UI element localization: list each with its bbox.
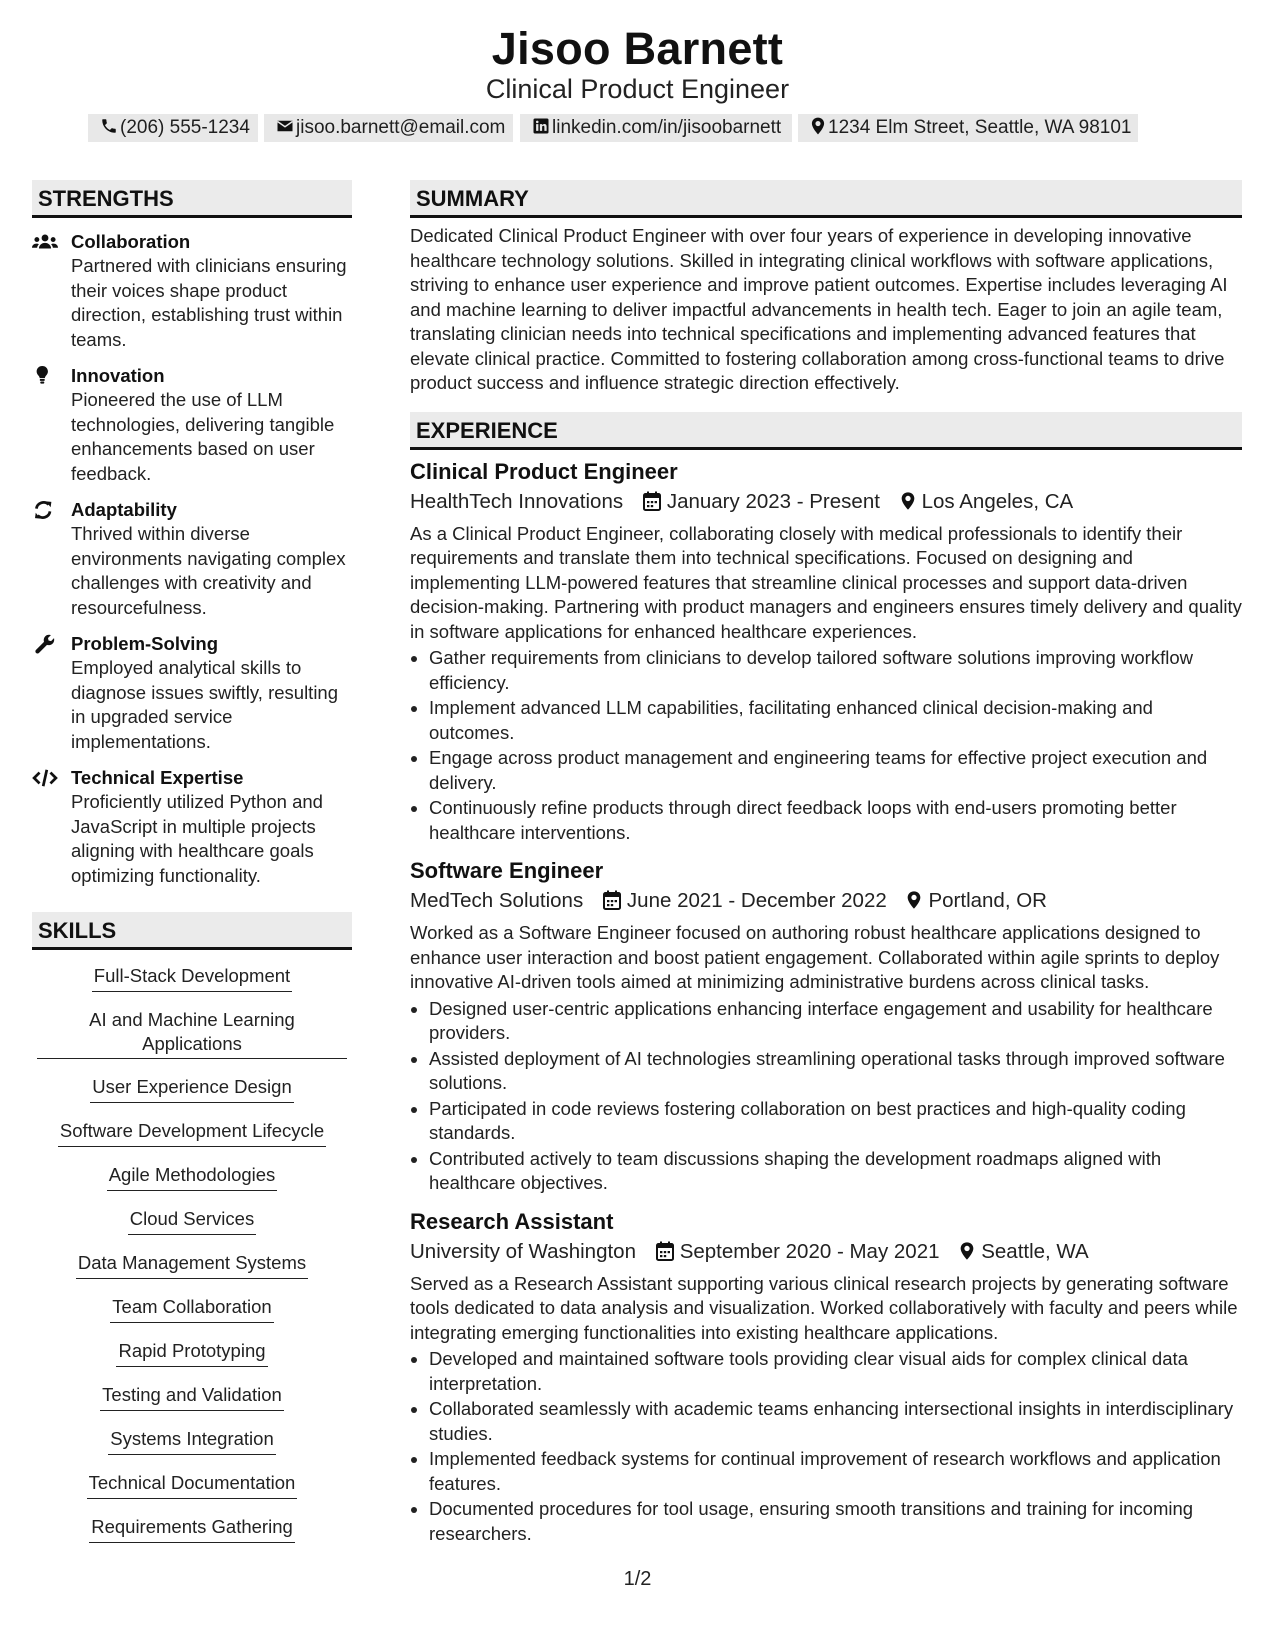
strength-title: Technical Expertise: [71, 767, 244, 788]
contact-email[interactable]: [264, 114, 513, 142]
calendar-icon: [603, 890, 621, 910]
contact-email-text: jisoo.barnett@email.com: [296, 117, 506, 138]
job-bullet: • Engage across product management and engineering teams for effective project execution and delivery.: [429, 746, 1242, 795]
phone-icon: [100, 117, 118, 135]
job-meta: [410, 887, 1242, 915]
job-entry: [410, 1208, 1242, 1547]
contact-phone-text: (206) 555-1234: [120, 117, 250, 138]
job-dates: September 2020 - May 2021: [679, 1239, 940, 1263]
contact-phone: [88, 114, 258, 142]
strength-desc: Pioneered the use of LLM technologies, delivering tangible enhancements based on user feedback.: [71, 389, 335, 484]
skill-item: User Experience Design: [90, 1075, 293, 1103]
skill-item: Agile Methodologies: [107, 1163, 278, 1191]
candidate-title: Clinical Product Engineer: [485, 74, 790, 104]
strength-title: Problem-Solving: [71, 633, 218, 654]
strength-item: [32, 230, 352, 352]
skill-item: Software Development Lifecycle: [58, 1119, 326, 1147]
strength-desc: Partnered with clinicians ensuring their voices shape product direction, establishing trust within teams.: [71, 255, 347, 350]
page-number: 1/2: [623, 1568, 652, 1590]
job-bullet: • Gather requirements from clinicians to develop tailored software solutions improving workflow efficiency.: [429, 646, 1242, 695]
envelope-icon: [276, 117, 294, 135]
candidate-name: Jisoo Barnett: [491, 23, 784, 74]
job-company: HealthTech Innovations: [410, 489, 624, 513]
strength-item: [32, 632, 352, 754]
skill-item: Data Management Systems: [76, 1251, 308, 1279]
strengths-heading: STRENGTHS: [32, 180, 352, 218]
strength-desc: Thrived within diverse environments navigating complex challenges with creativity and resourcefulness.: [71, 523, 346, 618]
job-description: As a Clinical Product Engineer, collaborating closely with medical professionals to identify their requirements and translate them into technical specifications. Focused on designing and implementing LLM-powered features that streamline clinical processes and support data-driven decision-making. Partnering with product managers and engineers ensures timely delivery and quality in software applications for enhanced healthcare experiences.: [410, 522, 1242, 642]
skill-item: Cloud Services: [128, 1207, 256, 1235]
job-bullet: • Collaborated seamlessly with academic teams enhancing intersectional insights in interdisciplinary studies.: [429, 1397, 1242, 1446]
skill-item: Requirements Gathering: [89, 1515, 295, 1543]
strength-title: Innovation: [71, 365, 165, 386]
job-bullet: • Contributed actively to team discussions shaping the development roadmaps aligned with healthcare objectives.: [429, 1147, 1242, 1196]
sync-icon: [32, 500, 58, 520]
job-bullet: • Implement advanced LLM capabilities, facilitating enhanced clinical decision-making and outcomes.: [429, 696, 1242, 745]
contact-address-text: 1234 Elm Street, Seattle, WA 98101: [828, 117, 1132, 138]
job-bullet: • Designed user-centric applications enhancing interface engagement and usability for healthcare providers.: [429, 997, 1242, 1046]
map-pin-icon: [900, 491, 916, 511]
experience-heading: EXPERIENCE: [410, 412, 1242, 450]
skill-item: Testing and Validation: [100, 1383, 284, 1411]
skill-item: Full-Stack Development: [92, 964, 292, 992]
map-pin-icon: [810, 117, 826, 135]
job-description: Worked as a Software Engineer focused on authoring robust healthcare applications designed to enhance user interaction and boost patient engagement. Collaborated within agile sprints to deploy innovative AI-driven tools aimed at minimizing administrative burdens across clinical tasks.: [410, 922, 1220, 992]
job-bullet: • Assisted deployment of AI technologies streamlining operational tasks through improved software solutions.: [429, 1047, 1242, 1096]
strength-item: [32, 766, 352, 888]
job-company: MedTech Solutions: [410, 889, 584, 912]
job-bullets: [410, 646, 1242, 845]
contact-linkedin[interactable]: [520, 114, 792, 142]
job-bullets: [410, 997, 1242, 1196]
job-bullet: • Participated in code reviews fostering collaboration on best practices and high-quality coding standards.: [429, 1097, 1242, 1146]
resume-header: [0, 22, 1275, 106]
strength-desc: Employed analytical skills to diagnose issues swiftly, resulting in upgraded service implementations.: [71, 657, 339, 752]
strength-desc: Proficiently utilized Python and JavaScript in multiple projects aligning with healthcare goals optimizing functionality.: [71, 791, 323, 886]
skill-item: AI and Machine Learning Applications: [37, 1008, 347, 1059]
strength-item: [32, 498, 352, 620]
linkedin-icon: [532, 117, 550, 135]
skills-list: [32, 964, 352, 1559]
strength-title: Adaptability: [71, 499, 177, 520]
map-pin-icon: [959, 1241, 975, 1261]
job-meta: [410, 1238, 1242, 1266]
job-bullet: • Developed and maintained software tools providing clear visual aids for complex clinical data interpretation.: [429, 1347, 1242, 1396]
job-bullet: • Documented procedures for tool usage, ensuring smooth transitions and training for incoming researchers.: [429, 1497, 1242, 1546]
right-column: [410, 180, 1242, 1547]
job-bullets: [410, 1347, 1242, 1546]
code-icon: [32, 768, 58, 788]
job-title: Clinical Product Engineer: [410, 458, 678, 484]
job-entry: [410, 857, 1242, 1196]
job-location: Portland, OR: [928, 889, 1047, 912]
job-title: Software Engineer: [410, 858, 604, 883]
skill-item: Team Collaboration: [110, 1295, 273, 1323]
lightbulb-icon: [32, 366, 58, 386]
job-bullet: • Implemented feedback systems for continual improvement of research workflows and application features.: [429, 1447, 1242, 1496]
wrench-icon: [32, 634, 58, 654]
contact-linkedin-text: linkedin.com/in/jisoobarnett: [552, 117, 782, 138]
skill-item: Rapid Prototyping: [116, 1339, 267, 1367]
job-location: Seattle, WA: [981, 1239, 1089, 1263]
skill-item: Technical Documentation: [87, 1471, 298, 1499]
job-title: Research Assistant: [410, 1208, 614, 1234]
left-column: [32, 180, 352, 1559]
calendar-icon: [656, 1241, 674, 1261]
job-bullet: • Continuously refine products through direct feedback loops with end-users promoting better healthcare interventions.: [429, 796, 1242, 845]
users-icon: [32, 232, 58, 252]
contact-bar: [88, 114, 1188, 142]
job-meta: [410, 488, 1242, 516]
job-entry: [410, 458, 1242, 846]
map-pin-icon: [906, 890, 922, 910]
job-company: University of Washington: [410, 1239, 636, 1263]
skill-item: Systems Integration: [108, 1427, 276, 1455]
job-dates: January 2023 - Present: [666, 489, 880, 513]
summary-heading: SUMMARY: [410, 180, 1242, 218]
calendar-icon: [643, 491, 661, 511]
summary-text: Dedicated Clinical Product Engineer with over four years of experience in developing innovative healthcare technology solutions. Skilled in integrating clinical workflows with software applications, striving to enhance user experience and improve patient outcomes. Expertise includes leveraging AI and machine learning to deliver impactful advancements in health tech. Eager to join an agile team, translating clinician needs into technical specifications and implementing advanced features that elevate clinical practice. Committed to fostering collaboration among cross-functional teams to drive product success and influence strategic direction effectively.: [410, 225, 1228, 393]
job-dates: June 2021 - December 2022: [626, 889, 887, 912]
job-description: Served as a Research Assistant supporting various clinical research projects by generating software tools dedicated to data analysis and visualization. Worked collaboratively with faculty and peers while integrating emerging functionalities into existing healthcare applications.: [410, 1272, 1238, 1343]
skills-heading: SKILLS: [32, 912, 352, 950]
contact-address: [798, 114, 1138, 142]
strength-item: [32, 364, 352, 486]
strength-title: Collaboration: [71, 231, 191, 252]
job-location: Los Angeles, CA: [921, 489, 1074, 513]
